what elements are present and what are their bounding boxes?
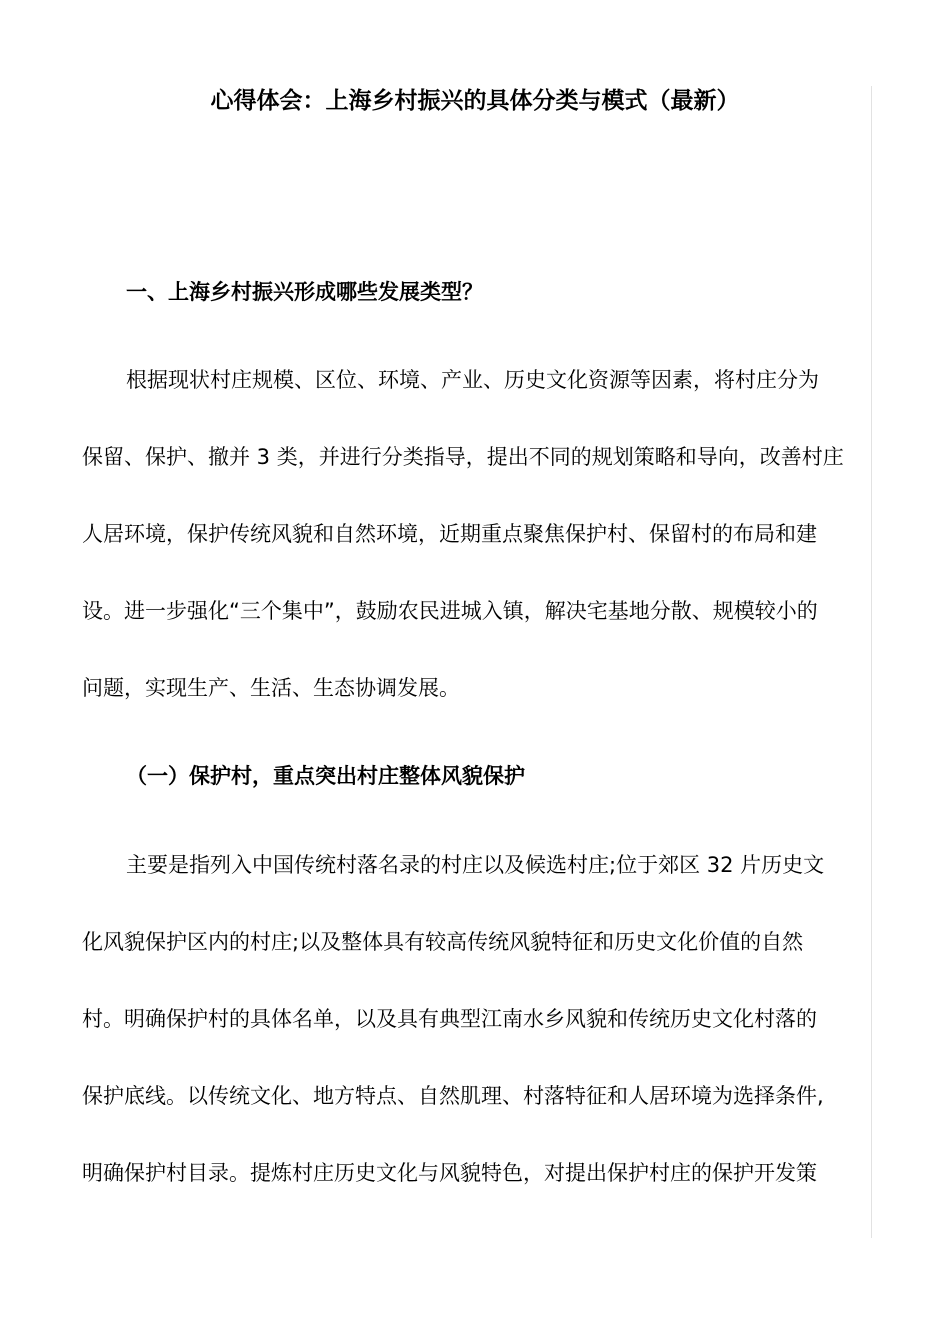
paragraph-line: 设。进一步强化“三个集中”，鼓励农民进城入镇，解决宅基地分散、规模较小的 (82, 599, 818, 623)
paragraph-line: 保留、保护、撤并 3 类，并进行分类指导，提出不同的规划策略和导向，改善村庄 (82, 445, 844, 469)
paragraph-line: 人居环境，保护传统风貌和自然环境，近期重点聚焦保护村、保留村的布局和建 (82, 522, 817, 546)
paragraph-line: 问题，实现生产、生活、生态协调发展。 (82, 676, 460, 700)
paragraph-line: 村。明确保护村的具体名单，以及具有典型江南水乡风貌和传统历史文化村落的 (82, 1007, 817, 1031)
section-heading-1: 一、上海乡村振兴形成哪些发展类型？ (126, 280, 483, 304)
page-edge-divider (871, 86, 872, 1238)
paragraph-line: 保护底线。以传统文化、地方特点、自然肌理、村落特征和人居环境为选择条件, (82, 1084, 824, 1108)
paragraph-line: 根据现状村庄规模、区位、环境、产业、历史文化资源等因素，将村庄分为 (126, 368, 819, 392)
paragraph-line: 主要是指列入中国传统村落名录的村庄以及候选村庄;位于郊区 32 片历史文 (126, 853, 825, 877)
subsection-heading-1: （一）保护村，重点突出村庄整体风貌保护 (126, 764, 525, 788)
document-title: 心得体会：上海乡村振兴的具体分类与模式（最新） (210, 88, 740, 114)
paragraph-line: 明确保护村目录。提炼村庄历史文化与风貌特色，对提出保护村庄的保护开发策 (82, 1161, 817, 1185)
paragraph-line: 化风貌保护区内的村庄;以及整体具有较高传统风貌特征和历史文化价值的自然 (82, 930, 804, 954)
